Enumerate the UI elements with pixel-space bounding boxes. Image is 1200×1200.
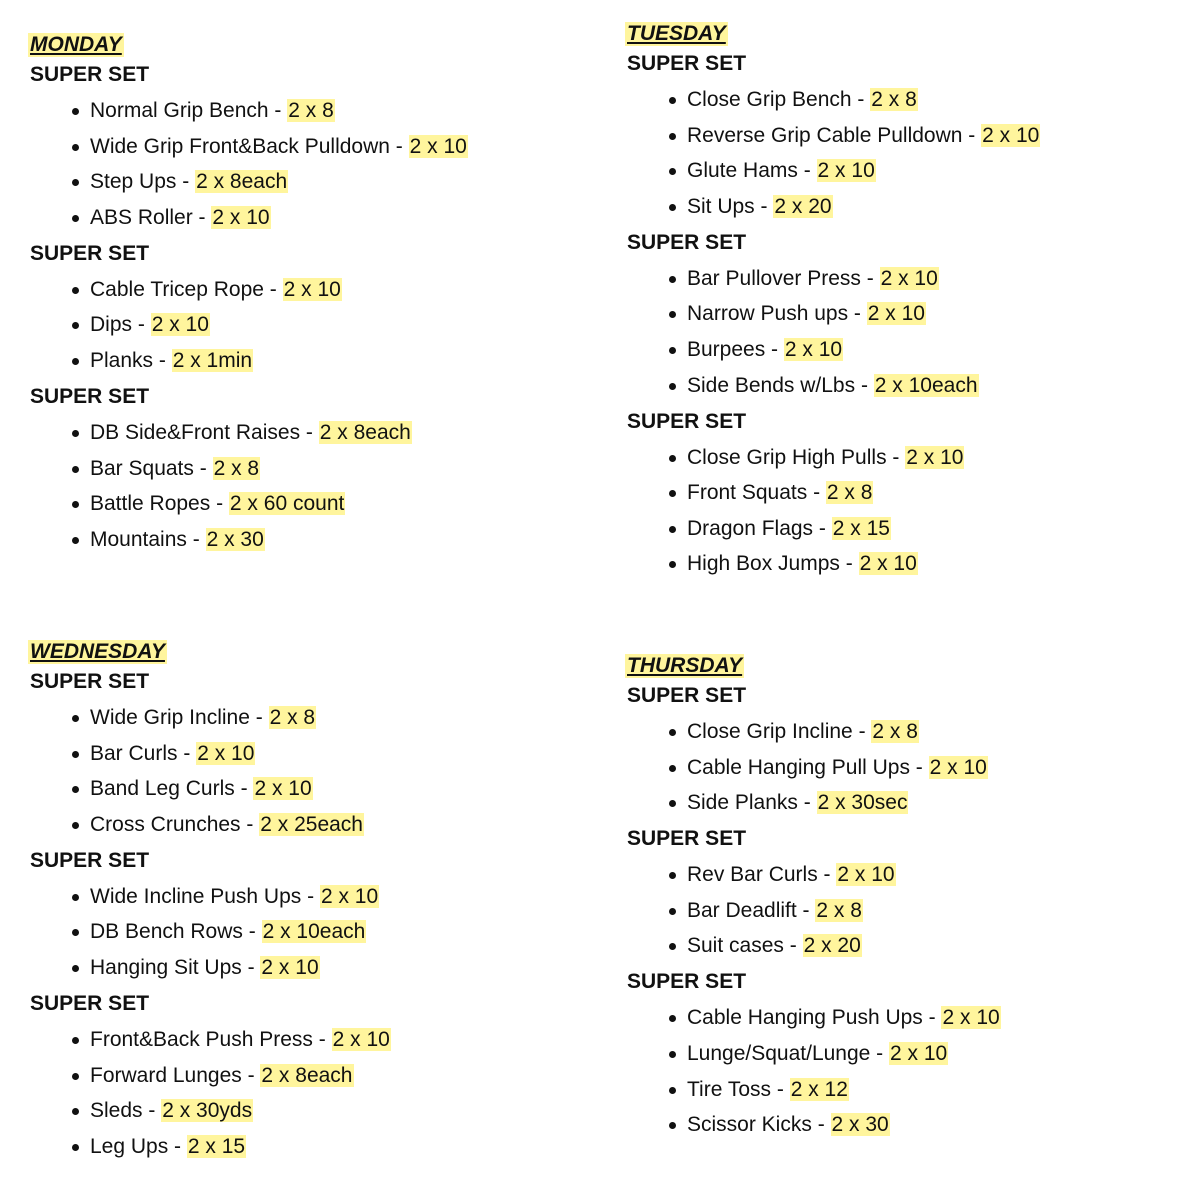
separator: - (783, 934, 803, 958)
exercise-item (72, 813, 391, 837)
exercise-item (669, 756, 1001, 780)
separator: - (176, 170, 196, 194)
exercise-list (627, 446, 1040, 577)
exercise-list (627, 720, 1001, 815)
exercise-item (669, 159, 1040, 183)
exercise-name: Planks (90, 348, 154, 372)
separator: - (192, 205, 212, 229)
separator: - (848, 302, 867, 326)
exercise-item (72, 706, 391, 730)
exercise-item (669, 338, 1040, 362)
exercise-reps: 2 x 30yds (162, 1099, 253, 1123)
separator: - (962, 123, 982, 147)
exercise-reps: 2 x 10 (837, 863, 895, 887)
exercise-name: Sit Ups (687, 194, 755, 218)
separator: - (240, 812, 260, 836)
exercise-reps: 2 x 1min (172, 348, 253, 372)
exercise-name: Suit cases (687, 934, 784, 958)
exercise-name: Close Grip Bench (687, 88, 852, 111)
separator: - (839, 552, 859, 576)
separator: - (193, 456, 213, 480)
exercise-reps: 2 x 10 (261, 955, 319, 979)
separator: - (813, 516, 832, 540)
exercise-item (72, 742, 391, 766)
separator: - (249, 706, 269, 729)
day-section-monday (30, 33, 468, 564)
separator: - (186, 527, 206, 551)
exercise-reps: 2 x 10each (262, 920, 366, 944)
exercise-name: Narrow Push ups (687, 302, 849, 326)
exercise-name: Rev Bar Curls (687, 863, 818, 887)
separator: - (797, 791, 817, 815)
separator: - (754, 194, 774, 218)
exercise-name: Forward Lunges (90, 1063, 242, 1087)
day-title: WEDNESDAY (30, 640, 165, 663)
separator: - (886, 445, 906, 469)
exercise-item (72, 170, 468, 194)
exercise-name: Wide Grip Front&Back Pulldown (90, 134, 390, 158)
exercise-reps: 2 x 10 (906, 445, 964, 469)
exercise-reps: 2 x 10 (929, 755, 987, 779)
superset-label: SUPER SET (30, 384, 150, 408)
exercise-reps: 2 x 8 (213, 456, 260, 480)
exercise-reps: 2 x 10 (859, 552, 917, 576)
exercise-reps: 2 x 8 (871, 88, 917, 111)
separator: - (807, 481, 826, 505)
exercise-reps: 2 x 20 (774, 194, 832, 218)
exercise-name: Cross Crunches (90, 812, 241, 836)
exercise-name: Front&Back Push Press (90, 1027, 313, 1051)
separator: - (168, 1134, 187, 1158)
exercise-reps: 2 x 12 (790, 1077, 848, 1101)
separator: - (852, 720, 872, 743)
exercise-name: Bar Squats (90, 456, 194, 480)
exercise-list (30, 706, 391, 837)
day-title: MONDAY (30, 33, 122, 56)
exercise-name: ABS Roller (90, 205, 193, 229)
exercise-list (30, 885, 391, 980)
exercise-item (72, 206, 468, 230)
exercise-item (72, 1028, 391, 1052)
exercise-list (30, 278, 468, 373)
exercise-reps: 2 x 10 (254, 777, 312, 801)
exercise-name: Dips (90, 313, 133, 337)
exercise-name: Bar Pullover Press (687, 266, 861, 290)
exercise-item (669, 88, 1040, 112)
exercise-item (669, 374, 1040, 398)
superset-label: SUPER SET (30, 63, 150, 86)
exercise-name: Tire Toss (687, 1077, 772, 1101)
separator: - (268, 99, 288, 122)
exercise-name: Sleds (90, 1099, 143, 1123)
exercise-reps: 2 x 10 (283, 277, 341, 301)
exercise-reps: 2 x 30sec (817, 791, 908, 815)
exercise-name: High Box Jumps (687, 552, 840, 576)
exercise-reps: 2 x 8 (288, 99, 334, 122)
exercise-reps: 2 x 10 (409, 134, 467, 158)
exercise-name: Normal Grip Bench (90, 99, 269, 122)
exercise-name: Wide Grip Incline (90, 706, 250, 729)
exercise-reps: 2 x 10 (982, 123, 1040, 147)
exercise-reps: 2 x 8 (816, 898, 862, 922)
separator: - (241, 1063, 261, 1087)
separator: - (301, 884, 320, 908)
separator: - (242, 920, 262, 944)
superset-label: SUPER SET (627, 684, 747, 707)
exercise-reps: 2 x 8 (872, 720, 918, 743)
exercise-item (669, 124, 1040, 148)
separator: - (234, 777, 254, 801)
separator: - (909, 755, 929, 779)
separator: - (312, 1027, 332, 1051)
exercise-name: Side Bends w/Lbs (687, 373, 856, 397)
exercise-name: Glute Hams (687, 159, 798, 183)
exercise-reps: 2 x 10 (151, 313, 209, 337)
exercise-name: Wide Incline Push Ups (90, 884, 302, 908)
exercise-item (72, 99, 468, 123)
exercise-item (669, 267, 1040, 291)
exercise-name: Lunge/Squat/Lunge (687, 1041, 871, 1065)
superset-label: SUPER SET (627, 409, 747, 433)
exercise-reps: 2 x 15 (832, 516, 890, 540)
exercise-reps: 2 x 8 (826, 481, 873, 505)
exercise-name: Scissor Kicks (687, 1113, 812, 1137)
day-title: THURSDAY (627, 654, 743, 677)
exercise-name: Mountains (90, 527, 187, 551)
exercise-name: Cable Hanging Pull Ups (687, 755, 910, 779)
exercise-item (669, 446, 1040, 470)
exercise-item (72, 920, 391, 944)
exercise-name: Close Grip High Pulls (687, 445, 887, 469)
exercise-item (669, 552, 1040, 576)
exercise-name: Hanging Sit Ups (90, 955, 242, 979)
exercise-item (72, 956, 391, 980)
superset-label: SUPER SET (627, 230, 747, 254)
exercise-item (669, 720, 1001, 744)
exercise-name: Dragon Flags (687, 516, 814, 540)
exercise-item (72, 1135, 391, 1159)
exercise-item (72, 885, 391, 909)
exercise-reps: 2 x 10 (197, 741, 255, 765)
separator: - (796, 898, 816, 922)
exercise-item (669, 1078, 1001, 1102)
exercise-reps: 2 x 8each (261, 1063, 353, 1087)
exercise-item (72, 1064, 391, 1088)
exercise-name: Side Planks (687, 791, 798, 815)
exercise-list (627, 88, 1040, 219)
exercise-item (669, 1042, 1001, 1066)
separator: - (153, 348, 172, 372)
separator: - (300, 420, 319, 444)
exercise-list (30, 99, 468, 230)
exercise-reps: 2 x 10 (212, 205, 270, 229)
exercise-name: Bar Curls (90, 741, 178, 765)
exercise-list (30, 1028, 391, 1159)
exercise-item (669, 195, 1040, 219)
exercise-reps: 2 x 60 count (229, 492, 345, 516)
day-section-thursday (627, 654, 1001, 1149)
exercise-item (669, 863, 1001, 887)
exercise-reps: 2 x 10 (880, 266, 938, 290)
exercise-reps: 2 x 8 (269, 706, 316, 729)
exercise-name: Step Ups (90, 170, 177, 194)
separator: - (797, 159, 817, 183)
exercise-item (72, 1099, 391, 1123)
exercise-list (627, 267, 1040, 398)
exercise-item (669, 899, 1001, 923)
superset-label: SUPER SET (30, 848, 150, 872)
separator: - (210, 492, 229, 516)
exercise-name: Reverse Grip Cable Pulldown (687, 123, 963, 147)
exercise-item (72, 492, 468, 516)
exercise-item (72, 135, 468, 159)
exercise-reps: 2 x 15 (187, 1134, 246, 1158)
separator: - (771, 1077, 790, 1101)
exercise-reps: 2 x 10 (784, 337, 843, 361)
separator: - (860, 266, 880, 290)
exercise-reps: 2 x 10 (942, 1006, 1000, 1030)
exercise-name: Close Grip Incline (687, 720, 853, 743)
exercise-reps: 2 x 8each (319, 420, 411, 444)
exercise-item (72, 278, 468, 302)
exercise-item (72, 777, 391, 801)
exercise-reps: 2 x 20 (803, 934, 861, 958)
day-title: TUESDAY (627, 22, 726, 45)
superset-label: SUPER SET (627, 970, 747, 994)
separator: - (177, 741, 197, 765)
exercise-list (30, 421, 468, 552)
exercise-item (669, 517, 1040, 541)
separator: - (855, 373, 874, 397)
exercise-reps: 2 x 10 (817, 159, 875, 183)
day-section-wednesday (30, 640, 391, 1171)
exercise-name: Band Leg Curls (90, 777, 235, 801)
exercise-item (72, 528, 468, 552)
exercise-item (669, 302, 1040, 326)
exercise-list (627, 863, 1001, 958)
superset-label: SUPER SET (627, 827, 747, 851)
exercise-reps: 2 x 30 (831, 1113, 889, 1137)
superset-label: SUPER SET (627, 52, 747, 75)
exercise-reps: 2 x 10 (890, 1041, 948, 1065)
separator: - (263, 277, 283, 301)
exercise-item (72, 421, 468, 445)
exercise-name: Cable Tricep Rope (90, 277, 264, 301)
exercise-name: DB Bench Rows (90, 920, 243, 944)
exercise-reps: 2 x 30 (206, 527, 264, 551)
exercise-item (669, 1113, 1001, 1137)
exercise-item (669, 481, 1040, 505)
exercise-reps: 2 x 8each (196, 170, 288, 194)
separator: - (922, 1006, 942, 1030)
superset-label: SUPER SET (30, 670, 150, 693)
exercise-name: Burpees (687, 337, 766, 361)
separator: - (851, 88, 871, 111)
day-section-tuesday (627, 22, 1040, 588)
separator: - (142, 1099, 162, 1123)
separator: - (811, 1113, 831, 1137)
exercise-name: Leg Ups (90, 1134, 169, 1158)
exercise-name: Cable Hanging Push Ups (687, 1006, 923, 1030)
superset-label: SUPER SET (30, 991, 150, 1015)
separator: - (389, 134, 409, 158)
separator: - (132, 313, 151, 337)
exercise-item (669, 1006, 1001, 1030)
exercise-name: Front Squats (687, 481, 808, 505)
exercise-item (72, 457, 468, 481)
separator: - (870, 1041, 890, 1065)
exercise-name: Battle Ropes (90, 492, 211, 516)
exercise-item (72, 313, 468, 337)
exercise-item (669, 934, 1001, 958)
exercise-item (72, 349, 468, 373)
exercise-reps: 2 x 10 (320, 884, 379, 908)
exercise-reps: 2 x 10 (332, 1027, 390, 1051)
separator: - (817, 863, 837, 887)
exercise-name: DB Side&Front Raises (90, 420, 301, 444)
exercise-reps: 2 x 25each (260, 812, 363, 836)
exercise-name: Bar Deadlift (687, 898, 797, 922)
exercise-list (627, 1006, 1001, 1137)
separator: - (241, 955, 261, 979)
separator: - (765, 337, 784, 361)
superset-label: SUPER SET (30, 241, 150, 265)
exercise-reps: 2 x 10 (867, 302, 925, 326)
exercise-reps: 2 x 10each (874, 373, 978, 397)
exercise-item (669, 791, 1001, 815)
